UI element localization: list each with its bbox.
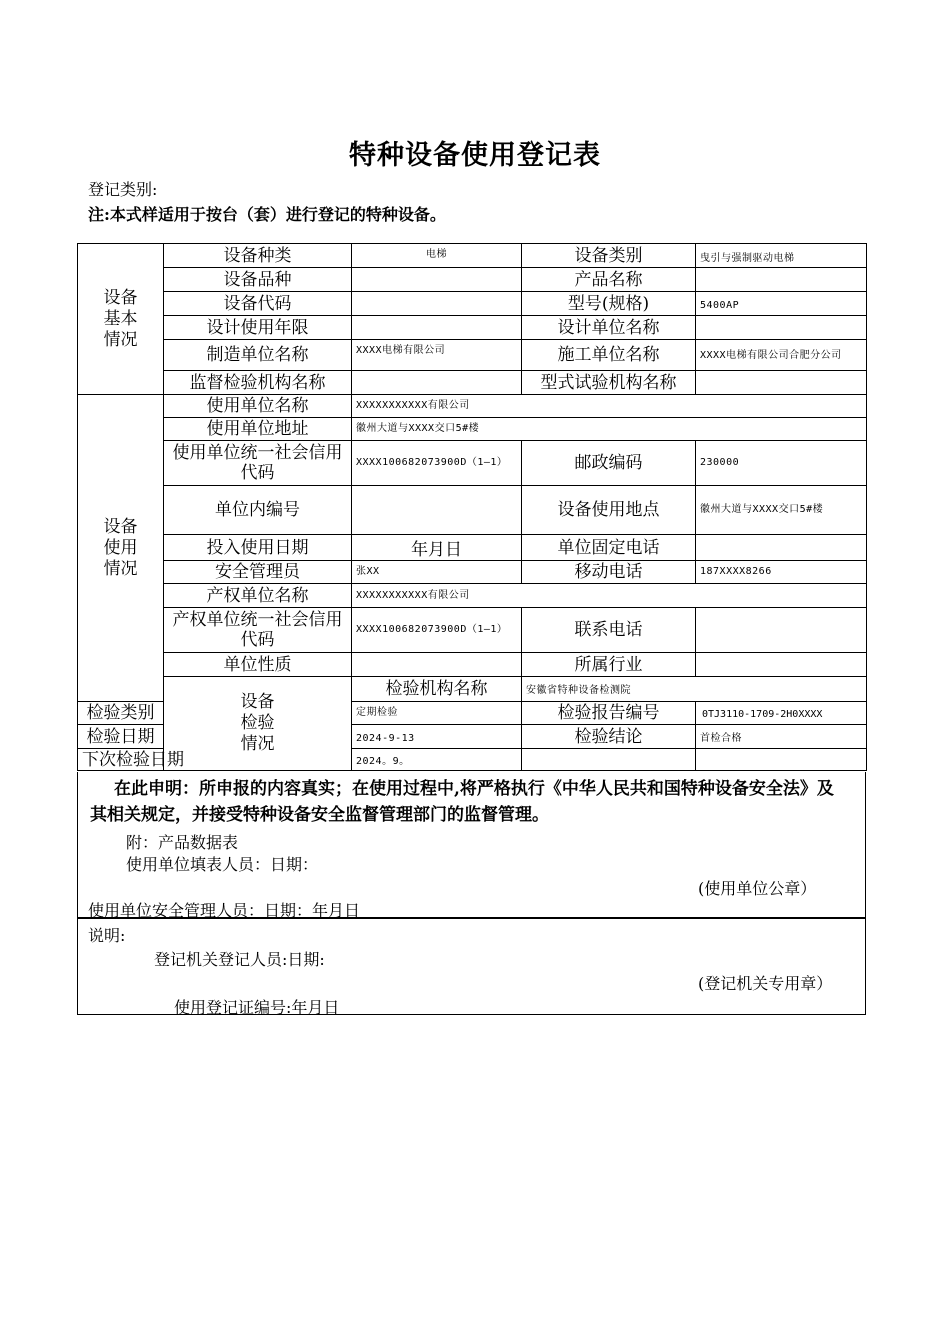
unit-nature-value	[352, 653, 522, 677]
conclusion-label: 检验结论	[522, 725, 696, 749]
model-label: 型号(规格)	[522, 292, 696, 316]
declaration-attachment: 附：产品数据表	[126, 833, 239, 852]
fixed-phone-label: 单位固定电话	[522, 535, 696, 561]
equipment-variety-label: 设备品种	[164, 268, 352, 292]
registration-type-label: 登记类别:	[88, 180, 158, 199]
model-value: 5400AP	[696, 292, 867, 316]
next-date-blank-1	[522, 749, 696, 771]
design-life-value	[352, 316, 522, 340]
explanation-box	[77, 918, 866, 1015]
form-note: 注:本式样适用于按台（套）进行登记的特种设备。	[88, 205, 446, 224]
manufacturer-value: XXXX电梯有限公司	[352, 340, 522, 371]
owner-value: XXXXXXXXXXX有限公司	[352, 584, 867, 608]
section-inspection-label: 设备 检验 情况	[240, 692, 275, 754]
report-no-label: 检验报告编号	[522, 702, 696, 725]
mobile-label: 移动电话	[522, 561, 696, 584]
inspection-agency-value: 安徽省特种设备检测院	[522, 677, 867, 702]
unit-nature-label: 单位性质	[164, 653, 352, 677]
safety-manager-label: 安全管理员	[164, 561, 352, 584]
mobile-value: 187XXXX8266	[696, 561, 867, 584]
inspection-date-label: 检验日期	[78, 725, 164, 749]
user-address-label: 使用单位地址	[164, 418, 352, 441]
contact-phone-label: 联系电话	[522, 608, 696, 653]
location-label: 设备使用地点	[522, 486, 696, 535]
report-no-value: 0TJ3110-1709-2H0XXXX	[696, 702, 867, 725]
explanation-registrar: 登记机关登记人员:日期:	[154, 950, 325, 969]
owner-credit-value: XXXX100682073900D（1—1）	[352, 608, 522, 653]
internal-no-label: 单位内编号	[164, 486, 352, 535]
installer-value: XXXX电梯有限公司合肥分公司	[696, 340, 867, 371]
equipment-code-label: 设备代码	[164, 292, 352, 316]
declaration-box	[77, 772, 866, 918]
equipment-variety-value	[352, 268, 522, 292]
section-usage-label: 设备 使用 情况	[103, 516, 138, 579]
supervision-value	[352, 371, 522, 395]
equipment-category-value: 曳引与强制驱动电梯	[696, 244, 867, 268]
equipment-category-label: 设备类别	[522, 244, 696, 268]
industry-label: 所属行业	[522, 653, 696, 677]
user-unit-value: XXXXXXXXXXX有限公司	[352, 395, 867, 418]
manufacturer-label: 制造单位名称	[164, 340, 352, 371]
design-life-label: 设计使用年限	[164, 316, 352, 340]
inspection-type-value: 定期检验	[352, 702, 522, 725]
postal-label: 邮政编码	[522, 441, 696, 486]
section-basic-label: 设备 基本 情况	[103, 287, 138, 350]
owner-credit-label: 产权单位统一社会信用代码	[164, 608, 352, 653]
conclusion-value: 首检合格	[696, 725, 867, 749]
user-address-value: 徽州大道与XXXX交口5#楼	[352, 418, 867, 441]
user-credit-label: 使用单位统一社会信用代码	[164, 441, 352, 486]
explanation-title: 说明:	[88, 926, 126, 945]
contact-phone-value	[696, 608, 867, 653]
safety-manager-value: 张XX	[352, 561, 522, 584]
start-date-label: 投入使用日期	[164, 535, 352, 561]
section-basic	[78, 244, 164, 395]
product-name-label: 产品名称	[522, 268, 696, 292]
internal-no-value	[352, 486, 522, 535]
installer-label: 施工单位名称	[522, 340, 696, 371]
explanation-seal: (登记机关专用章）	[698, 974, 833, 993]
registration-table	[77, 243, 867, 771]
equipment-code-value	[352, 292, 522, 316]
declaration-statement: 在此申明：所申报的内容真实；在使用过程中,将严格执行《中华人民共和国特种设备安全法》及其相关规定，并接受特种设备安全监督管理部门的监督管理。	[90, 779, 834, 825]
declaration-filler: 使用单位填表人员：日期：	[126, 855, 319, 874]
type-test-label: 型式试验机构名称	[522, 371, 696, 395]
next-date-value: 2024。9。	[352, 749, 522, 771]
postal-value: 230000	[696, 441, 867, 486]
design-unit-label: 设计单位名称	[522, 316, 696, 340]
form-title: 特种设备使用登记表	[349, 140, 601, 171]
fixed-phone-value	[696, 535, 867, 561]
equipment-kind-label: 设备种类	[164, 244, 352, 268]
design-unit-value	[696, 316, 867, 340]
location-value: 徽州大道与XXXX交口5#楼	[696, 486, 867, 535]
section-usage	[78, 395, 164, 702]
inspection-agency-label: 检验机构名称	[352, 677, 522, 702]
supervision-label: 监督检验机构名称	[164, 371, 352, 395]
declaration-seal: (使用单位公章）	[698, 879, 817, 898]
declaration-safety-manager: 使用单位安全管理人员：日期：年月日	[88, 901, 361, 920]
next-date-blank-2	[696, 749, 867, 771]
user-unit-label: 使用单位名称	[164, 395, 352, 418]
industry-value	[696, 653, 867, 677]
next-date-label: 下次检验日期	[78, 749, 164, 771]
inspection-type-label: 检验类别	[78, 702, 164, 725]
user-credit-value: XXXX100682073900D（1—1）	[352, 441, 522, 486]
owner-label: 产权单位名称	[164, 584, 352, 608]
section-inspection	[164, 677, 352, 771]
explanation-cert-no: 使用登记证编号:年月日	[174, 998, 340, 1017]
inspection-date-value: 2024-9-13	[352, 725, 522, 749]
product-name-value	[696, 268, 867, 292]
equipment-kind-value: 电梯	[352, 244, 522, 268]
type-test-value	[696, 371, 867, 395]
start-date-value: 年月日	[352, 535, 522, 561]
